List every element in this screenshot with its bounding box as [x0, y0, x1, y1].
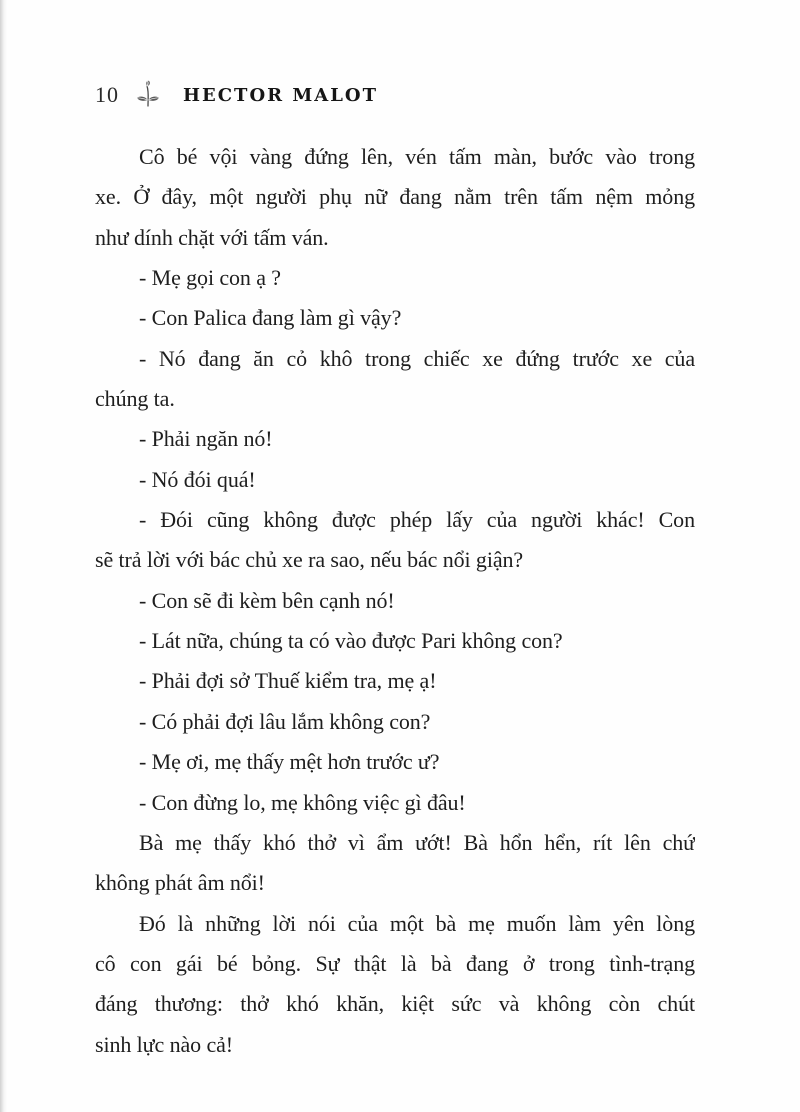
page-header: [95, 80, 378, 110]
text-line: - Nó đói quá!: [139, 466, 256, 492]
text-line: Đó là những lời nói của một bà mẹ muốn làm yên lòng: [139, 910, 695, 936]
paragraph: [95, 581, 695, 621]
text-line: Cô bé vội vàng đứng lên, vén tấm màn, bước vào trong: [139, 144, 695, 169]
paragraph: [95, 823, 695, 904]
text-line: Bà mẹ thấy khó thở vì ẩm ướt! Bà hổn hển, rít lên chứ: [139, 829, 695, 855]
page-number: 10: [95, 82, 119, 107]
text-line: - Nó đang ăn cỏ khô trong chiếc xe đứng trước xe của: [139, 345, 695, 371]
text-line: - Phải ngăn nó!: [139, 426, 273, 452]
text-line: - Đói cũng không được phép lấy của người khác! Con: [139, 507, 695, 533]
text-line: sẽ trả lời với bác chủ xe ra sao, nếu bác nổi giận?: [95, 547, 524, 573]
text-line: đáng thương: thở khó khăn, kiệt sức và không còn chút: [95, 991, 695, 1017]
text-line: - Mẹ gọi con ạ ?: [139, 265, 281, 291]
text-line: chúng ta.: [95, 386, 175, 412]
text-line: xe. Ở đây, một người phụ nữ đang nằm trên tấm nệm mỏng: [95, 184, 695, 210]
paragraph: [95, 702, 695, 742]
page-left-scan-shadow: [0, 0, 7, 1112]
paragraph: [95, 661, 695, 701]
text-line: không phát âm nổi!: [95, 870, 265, 896]
text-line: sinh lực nào cả!: [95, 1031, 233, 1057]
paragraph: [95, 419, 695, 459]
text-line: - Con sẽ đi kèm bên cạnh nó!: [139, 587, 395, 613]
paragraph: [95, 783, 695, 823]
text-line: - Có phải đợi lâu lắm không con?: [139, 708, 431, 734]
author-running-head: HECTOR MALOT: [183, 84, 378, 106]
paragraph: [95, 137, 695, 258]
text-line: như dính chặt với tấm ván.: [95, 224, 329, 250]
page-text: [95, 137, 695, 1065]
paragraph: [95, 460, 695, 500]
text-line: - Con đừng lo, mẹ không việc gì đâu!: [139, 789, 466, 815]
paragraph: [95, 339, 695, 420]
text-line: cô con gái bé bỏng. Sự thật là bà đang ở trong tình-trạng: [95, 950, 695, 976]
paragraph: [95, 621, 695, 661]
text-line: - Phải đợi sở Thuế kiểm tra, mẹ ạ!: [139, 668, 437, 694]
leaf-sprig-icon: [135, 78, 161, 108]
text-line: - Lát nữa, chúng ta có vào được Pari không con?: [139, 628, 563, 654]
paragraph: [95, 904, 695, 1065]
paragraph: [95, 258, 695, 298]
paragraph: [95, 298, 695, 338]
text-line: - Con Palica đang làm gì vậy?: [139, 305, 402, 331]
text-line: - Mẹ ơi, mẹ thấy mệt hơn trước ư?: [139, 749, 440, 775]
paragraph: [95, 742, 695, 782]
paragraph: [95, 500, 695, 581]
